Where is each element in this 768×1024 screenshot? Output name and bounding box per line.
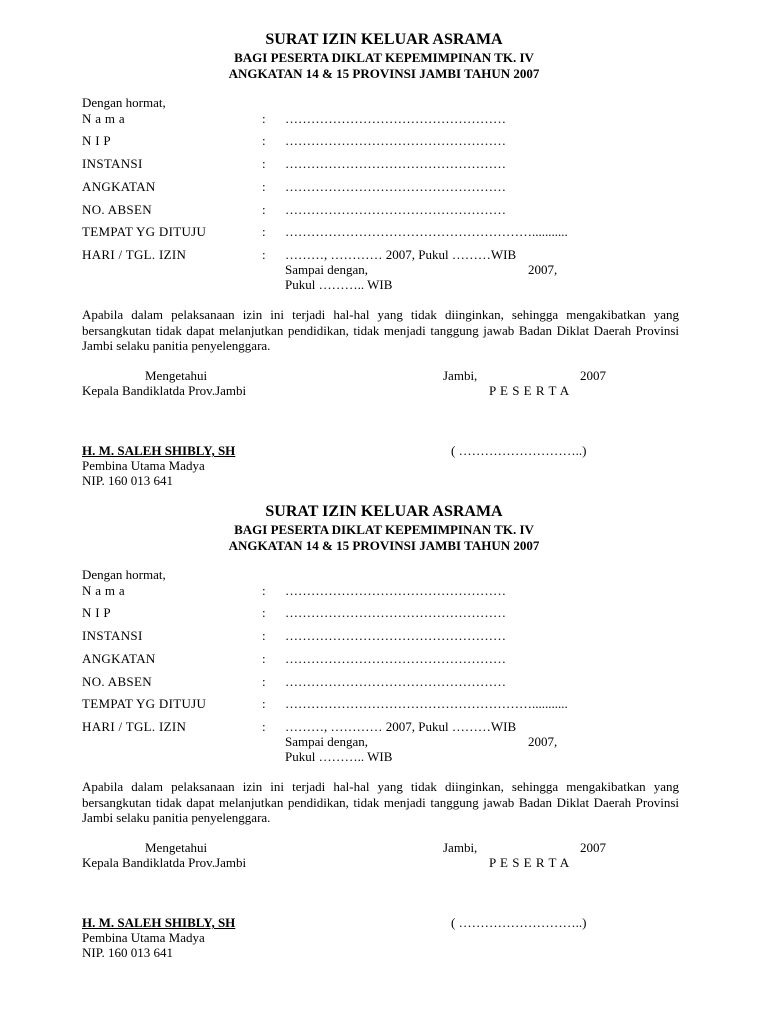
field-sep: : bbox=[262, 111, 266, 126]
field-value-nama: …………………………………………… bbox=[285, 583, 506, 598]
field-label-no-absen: NO. ABSEN bbox=[82, 202, 152, 217]
field-value-tempat: …………………………………………………........... bbox=[285, 224, 568, 239]
field-value-tempat: …………………………………………………........... bbox=[285, 696, 568, 711]
signer-nip: NIP. 160 013 641 bbox=[82, 473, 174, 488]
field-label-angkatan: ANGKATAN bbox=[82, 179, 156, 194]
mengetahui-label: Mengetahui bbox=[145, 840, 208, 855]
field-label-instansi: INSTANSI bbox=[82, 628, 143, 643]
until-year: 2007, bbox=[528, 734, 558, 749]
peserta-label: P E S E R T A bbox=[489, 855, 570, 870]
field-sep: : bbox=[262, 583, 266, 598]
kepala-label: Kepala Bandiklatda Prov.Jambi bbox=[82, 383, 247, 398]
field-sep: : bbox=[262, 247, 266, 262]
field-label-nip: N I P bbox=[82, 133, 111, 148]
field-sep: : bbox=[262, 674, 266, 689]
date-year: 2007 bbox=[580, 368, 606, 383]
field-sep: : bbox=[262, 628, 266, 643]
field-value-instansi: …………………………………………… bbox=[285, 156, 506, 171]
signature-blank: ( ………………………..) bbox=[451, 443, 587, 458]
field-label-tempat: TEMPAT YG DITUJU bbox=[82, 696, 207, 711]
greeting: Dengan hormat, bbox=[82, 567, 166, 582]
field-label-no-absen: NO. ABSEN bbox=[82, 674, 152, 689]
form-subtitle-1: BAGI PESERTA DIKLAT KEPEMIMPINAN TK. IV bbox=[234, 522, 534, 537]
field-sep: : bbox=[262, 224, 266, 239]
field-label-hari-tgl: HARI / TGL. IZIN bbox=[82, 719, 187, 734]
kepala-label: Kepala Bandiklatda Prov.Jambi bbox=[82, 855, 247, 870]
form-subtitle-2: ANGKATAN 14 & 15 PROVINSI JAMBI TAHUN 2007 bbox=[228, 538, 540, 553]
permit-form-2 bbox=[0, 472, 768, 960]
field-sep: : bbox=[262, 605, 266, 620]
field-label-hari-tgl: HARI / TGL. IZIN bbox=[82, 247, 187, 262]
field-value-hari-tgl: ………, ………… 2007, Pukul ………WIB bbox=[285, 247, 517, 262]
signer-name: H. M. SALEH SHIBLY, SH bbox=[82, 443, 236, 458]
field-sep: : bbox=[262, 179, 266, 194]
city-label: Jambi, bbox=[443, 840, 478, 855]
signer-rank: Pembina Utama Madya bbox=[82, 930, 205, 945]
form-title: SURAT IZIN KELUAR ASRAMA bbox=[265, 31, 503, 48]
field-value-hari-tgl: ………, ………… 2007, Pukul ………WIB bbox=[285, 719, 517, 734]
field-value-instansi: …………………………………………… bbox=[285, 628, 506, 643]
field-value-angkatan: …………………………………………… bbox=[285, 179, 506, 194]
field-value-no-absen: …………………………………………… bbox=[285, 202, 506, 217]
form-title: SURAT IZIN KELUAR ASRAMA bbox=[265, 503, 503, 520]
signature-blank: ( ………………………..) bbox=[451, 915, 587, 930]
city-label: Jambi, bbox=[443, 368, 478, 383]
field-value-nip: …………………………………………… bbox=[285, 605, 506, 620]
field-label-nip: N I P bbox=[82, 605, 111, 620]
field-sep: : bbox=[262, 133, 266, 148]
peserta-label: P E S E R T A bbox=[489, 383, 570, 398]
date-year: 2007 bbox=[580, 840, 606, 855]
field-label-nama: N a m a bbox=[82, 111, 125, 126]
signer-rank: Pembina Utama Madya bbox=[82, 458, 205, 473]
field-label-tempat: TEMPAT YG DITUJU bbox=[82, 224, 207, 239]
field-value-nip: …………………………………………… bbox=[285, 133, 506, 148]
field-label-nama: N a m a bbox=[82, 583, 125, 598]
form-subtitle-2: ANGKATAN 14 & 15 PROVINSI JAMBI TAHUN 2007 bbox=[228, 66, 540, 81]
field-sep: : bbox=[262, 156, 266, 171]
signer-nip: NIP. 160 013 641 bbox=[82, 945, 174, 960]
field-label-instansi: INSTANSI bbox=[82, 156, 143, 171]
permit-form-1 bbox=[0, 0, 768, 488]
pukul-line: Pukul ……….. WIB bbox=[285, 277, 393, 292]
greeting: Dengan hormat, bbox=[82, 95, 166, 110]
field-label-angkatan: ANGKATAN bbox=[82, 651, 156, 666]
field-value-angkatan: …………………………………………… bbox=[285, 651, 506, 666]
pukul-line: Pukul ……….. WIB bbox=[285, 749, 393, 764]
field-sep: : bbox=[262, 696, 266, 711]
until-year: 2007, bbox=[528, 262, 558, 277]
mengetahui-label: Mengetahui bbox=[145, 368, 208, 383]
field-value-nama: …………………………………………… bbox=[285, 111, 506, 126]
disclaimer-paragraph: Apabila dalam pelaksanaan izin ini terjadi hal-hal yang tidak diinginkan, sehingga mengakibatkan yang bersangkutan tidak dapat melanjutkan pendidikan, tidak menjadi tanggung jawab Badan Diklat Daerah Provinsi Jambi selaku panitia penyelenggara. bbox=[82, 307, 679, 353]
signer-name: H. M. SALEH SHIBLY, SH bbox=[82, 915, 236, 930]
form-subtitle-1: BAGI PESERTA DIKLAT KEPEMIMPINAN TK. IV bbox=[234, 50, 534, 65]
until-label: Sampai dengan, bbox=[285, 262, 369, 277]
field-sep: : bbox=[262, 651, 266, 666]
until-label: Sampai dengan, bbox=[285, 734, 369, 749]
field-value-no-absen: …………………………………………… bbox=[285, 674, 506, 689]
field-sep: : bbox=[262, 202, 266, 217]
field-sep: : bbox=[262, 719, 266, 734]
disclaimer-paragraph: Apabila dalam pelaksanaan izin ini terjadi hal-hal yang tidak diinginkan, sehingga mengakibatkan yang bersangkutan tidak dapat melanjutkan pendidikan, tidak menjadi tanggung jawab Badan Diklat Daerah Provinsi Jambi selaku panitia penyelenggara. bbox=[82, 779, 679, 825]
